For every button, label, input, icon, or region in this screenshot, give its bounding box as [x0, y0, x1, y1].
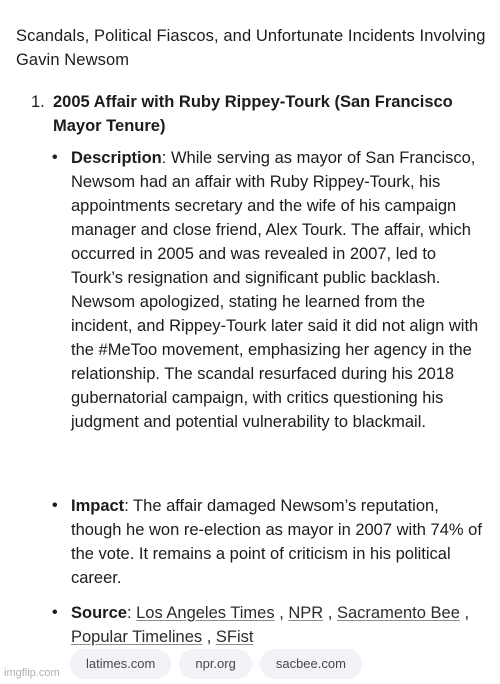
source-chips [70, 649, 362, 679]
impact-label: Impact [71, 497, 125, 515]
impact-paragraph [71, 494, 491, 590]
source-separator: , [459, 604, 470, 622]
source-link-popular-timelines[interactable]: Popular Timelines [71, 628, 203, 646]
bullet-dot: • [52, 497, 58, 514]
description-text: : While serving as mayor of San Francisco, Newsom had an affair with Ruby Rippey-Tourk, his appointments secretary and the wife of his campaign manager and close friend, Alex Tourk. The affair, which occurred in 2005 and was revealed in 2007, led to Tourk’s resignation and significant public backlash. Newsom apologized, stating he learned from the incident, and Rippey-Tourk later said it did not align with the #MeToo movement, emphasizing her agency in the relationship. The scandal resurfaced during his 2018 gubernatorial campaign, with critics questioning his judgment and potential vulnerability to blackmail. [71, 149, 479, 431]
source-link-sfist[interactable]: SFist [215, 628, 254, 646]
source-separator: , [323, 604, 337, 622]
list-item-number: 1. [31, 93, 45, 111]
page-title: Scandals, Political Fiascos, and Unfortunate Incidents Involving Gavin Newsom [16, 27, 486, 69]
bullet-dot: • [52, 604, 58, 621]
source-link-latimes[interactable]: Los Angeles Times [136, 604, 275, 622]
source-chip-npr[interactable]: npr.org [179, 649, 251, 679]
impact-text: : The affair damaged Newsom’s reputation, though he won re-election as mayor in 2007 with 74% of the vote. It remains a point of criticism in his political career. [71, 497, 482, 587]
source-link-sacbee[interactable]: Sacramento Bee [336, 604, 460, 622]
source-paragraph [71, 601, 491, 649]
source-label: Source [71, 604, 127, 622]
bullet-dot: • [52, 149, 58, 166]
source-separator: , [202, 628, 216, 646]
source-link-npr[interactable]: NPR [288, 604, 324, 622]
description-label: Description [71, 149, 162, 167]
source-chip-sacbee[interactable]: sacbee.com [260, 649, 362, 679]
list-item-title: 2005 Affair with Ruby Rippey-Tourk (San Francisco Mayor Tenure) [53, 93, 453, 135]
source-chip-latimes[interactable]: latimes.com [70, 649, 171, 679]
source-separator: , [274, 604, 289, 622]
source-colon: : [126, 604, 137, 622]
watermark: imgflip.com [4, 667, 60, 679]
description-paragraph [71, 146, 491, 434]
